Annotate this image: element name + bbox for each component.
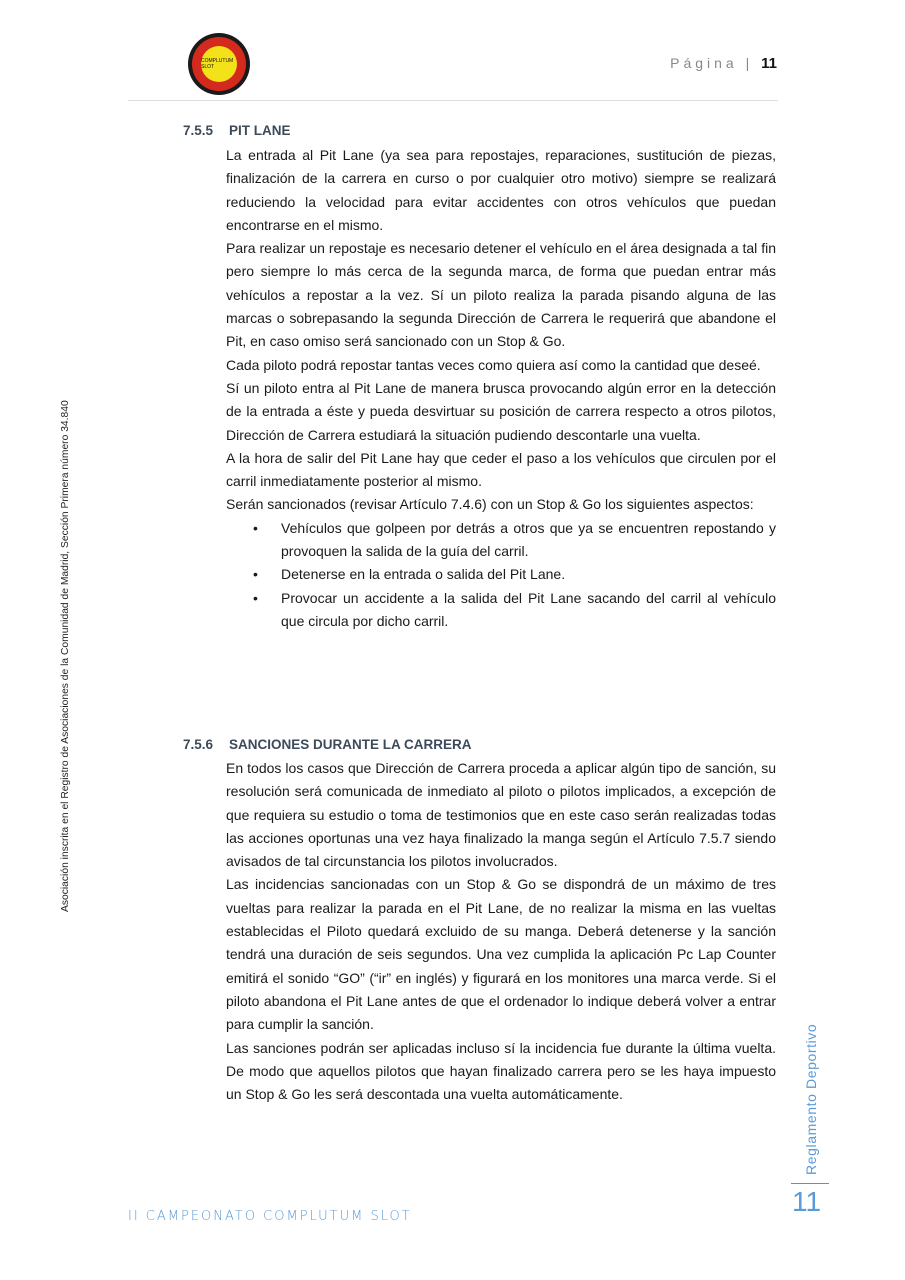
paragraph: Las incidencias sancionadas con un Stop & Go se dispondrá de un máximo de tres vueltas para realizar la parada en el Pit Lane, de no realizar la misma en las vueltas establecidas el Piloto quedará excluido de su manga. Deberá detenerse y la sanción tendrá una duración de seis segundos. Una vez cumplida la aplicación Pc Lap Counter emitirá el sonido “GO” (“ir” en inglés) y figurará en los monitores una marca verde. Si el piloto abandona el Pit Lane antes de que el ordenador lo indique deberá volver a entrar para cumplir la sanción.: [226, 876, 776, 1033]
association-registration-text: Asociación inscrita en el Registro de Asociaciones de la Comunidad de Madrid, Sección Primera número 34.840: [60, 400, 71, 912]
page-number: 11: [761, 55, 777, 72]
paragraph: La entrada al Pit Lane (ya sea para repostajes, reparaciones, sustitución de piezas, finalización de la carrera en curso o por cualquier otro motivo) siempre se realizará reduciendo la velocidad para evitar accidentes con otros vehículos que puedan encontrarse en el mismo.: [226, 147, 776, 233]
bullet-list: [226, 517, 776, 633]
section-title: SANCIONES DURANTE LA CARRERA: [229, 737, 472, 752]
section-body: [226, 757, 776, 1106]
paragraph: Para realizar un repostaje es necesario detener el vehículo en el área designada a tal fin pero siempre lo más cerca de la segunda marca, de forma que puedan entrar más vehículos a repostar a la vez. Sí un piloto realiza la parada pisando alguna de las marcas o sobrepasando la segunda Dirección de Carrera le requerirá que abandone el Pit, en caso omiso será sancionado con un Stop & Go.: [226, 240, 776, 350]
section-heading: [183, 737, 472, 752]
paragraph: A la hora de salir del Pit Lane hay que ceder el paso a los vehículos que circulen por el carril inmediatamente posterior al mismo.: [226, 449, 776, 490]
paragraph: Cada piloto podrá repostar tantas veces como quiera así como la cantidad que deseé.: [226, 356, 761, 373]
list-item: • Provocar un accidente a la salida del Pit Lane sacando del carril al vehículo que circula por dicho carril.: [281, 587, 776, 634]
paragraph: Sí un piloto entra al Pit Lane de manera brusca provocando algún error en la detección de la entrada a éste y pueda desvirtuar su posición de carrera respecto a otros pilotos, Dirección de Carrera estudiará la situación pudiendo descontarle una vuelta.: [226, 379, 776, 443]
footer-divider: [791, 1183, 829, 1184]
paragraph: Las sanciones podrán ser aplicadas incluso sí la incidencia fue durante la última vuelta. De modo que aquellos pilotos que hayan finalizado carrera pero se les haya impuesto un Stop & Go les será descontada una vuelta automáticamente.: [226, 1039, 776, 1103]
paragraph: Serán sancionados (revisar Artículo 7.4.6) con un Stop & Go los siguientes aspectos:: [226, 496, 754, 513]
footer-page-number: 11: [792, 1186, 822, 1217]
section-number: 7.5.5: [183, 123, 214, 138]
footer-championship: II CAMPEONATO COMPLUTUM SLOT: [128, 1209, 412, 1224]
paragraph: En todos los casos que Dirección de Carrera proceda a aplicar algún tipo de sanción, su resolución será comunicada de inmediato al piloto o pilotos implicados, a excepción de que requiera su estudio o toma de testimonios que en este caso serán realizadas todas las acciones oportunas una vez haya finalizado la manga según el Artículo 7.5.7 siendo avisados de tal circunstancia los pilotos involucrados.: [226, 760, 776, 870]
section-number: 7.5.6: [183, 737, 214, 752]
section-title: PIT LANE: [229, 123, 291, 138]
club-logo: [188, 33, 250, 95]
section-heading: [183, 123, 291, 138]
header-divider: [128, 100, 778, 101]
section-body: [226, 144, 776, 633]
list-item: • Detenerse en la entrada o salida del Pit Lane.: [281, 563, 776, 586]
page-label: Página |: [670, 55, 754, 71]
logo-text: COMPLUTUM SLOT: [201, 46, 237, 82]
footer-section-label: Reglamento Deportivo: [803, 1023, 819, 1175]
list-item: • Vehículos que golpeen por detrás a otros que ya se encuentren repostando y provoquen la salida de la guía del carril.: [281, 517, 776, 564]
page-header-number: [670, 55, 777, 72]
